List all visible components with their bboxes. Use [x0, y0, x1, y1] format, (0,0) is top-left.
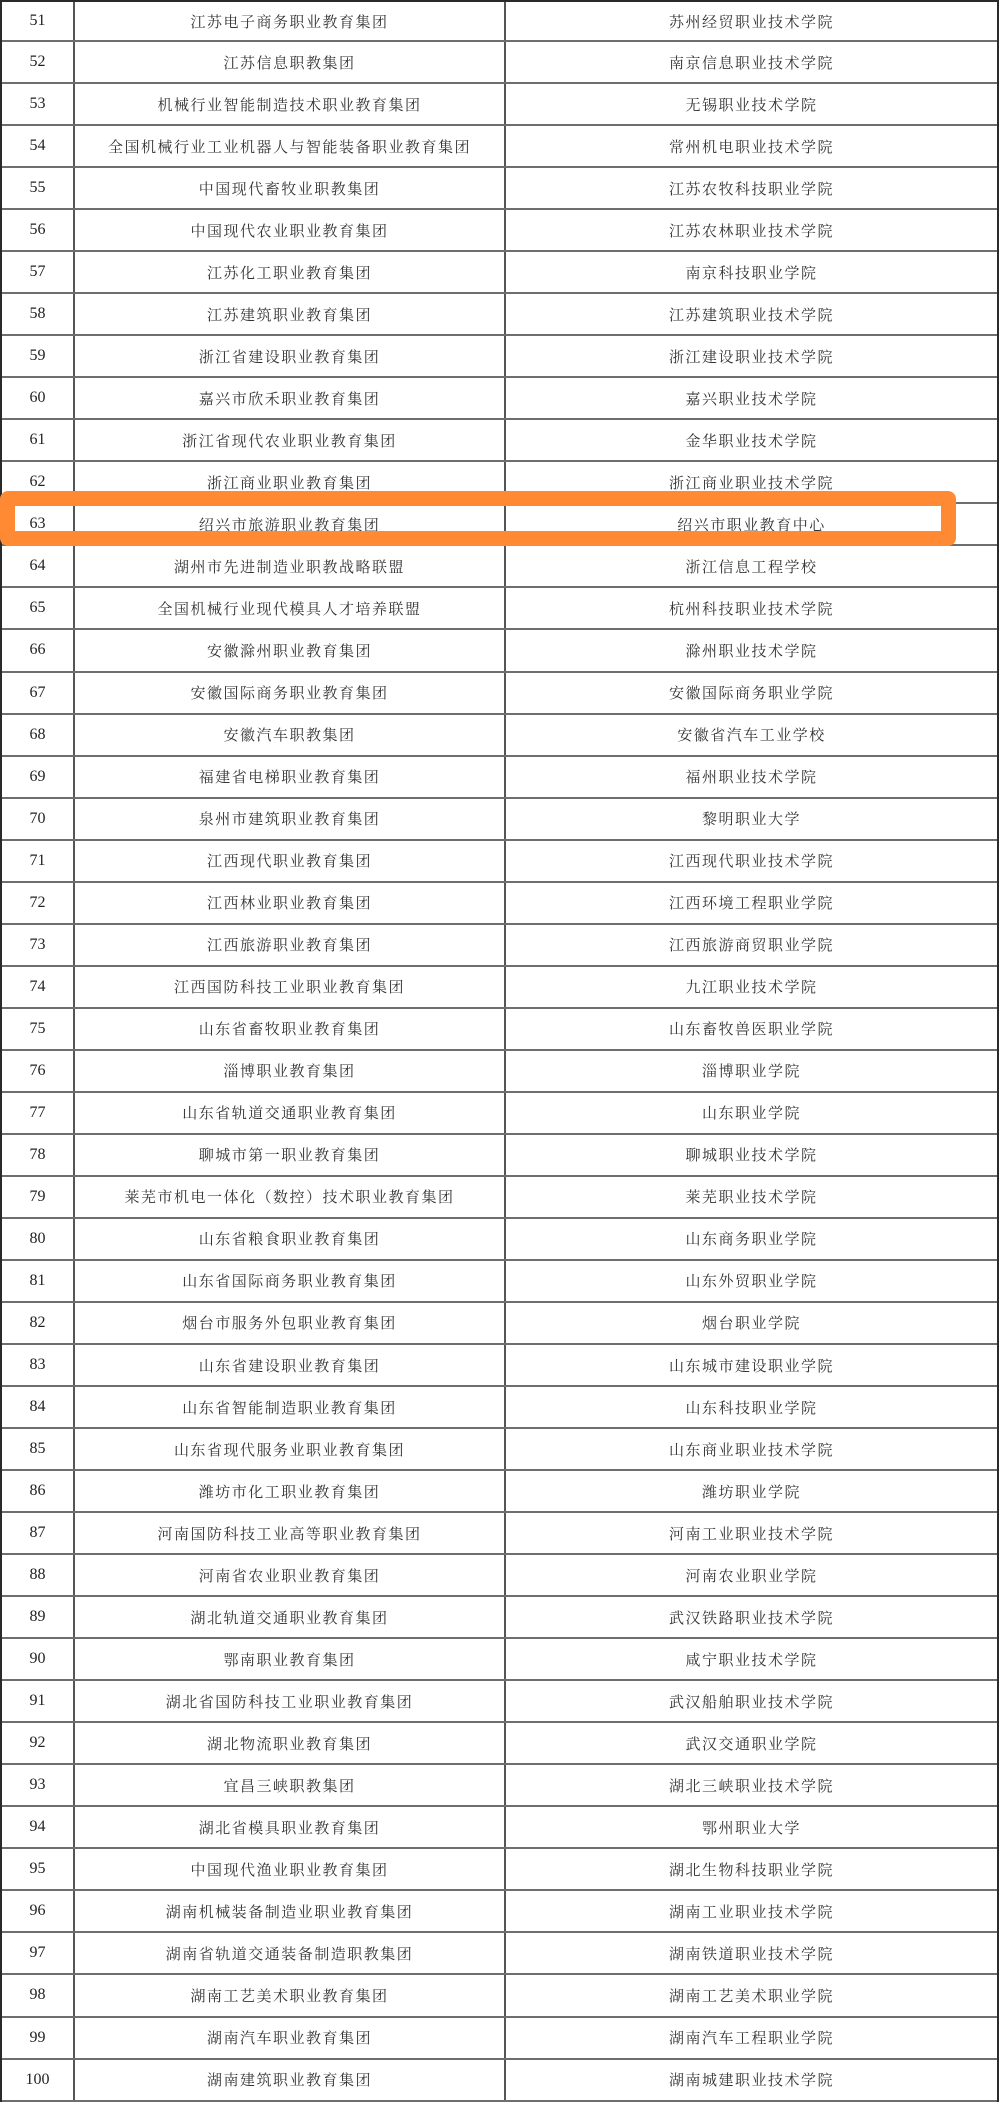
group-name-cell: 安徽国际商务职业教育集团 — [75, 673, 506, 713]
table-row — [2, 84, 997, 126]
row-number-cell: 55 — [2, 168, 75, 208]
lead-institution-cell: 湖北生物科技职业学院 — [668, 1860, 834, 1879]
row-number-cell: 92 — [2, 1723, 75, 1763]
lead-institution-cell: 山东城市建设职业学院 — [668, 1356, 834, 1375]
row-number-cell: 84 — [2, 1387, 75, 1427]
table-row — [2, 1639, 997, 1681]
lead-institution-cell: 南京信息职业技术学院 — [668, 53, 834, 72]
group-name-cell: 湖北省模具职业教育集团 — [75, 1807, 506, 1847]
table-row — [2, 1471, 997, 1513]
row-number-cell: 53 — [2, 84, 75, 124]
lead-institution-cell: 湖南铁道职业技术学院 — [668, 1944, 834, 1963]
row-number-cell: 100 — [2, 2060, 75, 2100]
lead-institution-cell: 河南农业职业学院 — [685, 1566, 818, 1585]
table-row — [2, 1681, 997, 1723]
table-row — [2, 126, 997, 168]
table-row — [2, 1387, 997, 1429]
lead-institution-cell: 苏州经贸职业技术学院 — [668, 12, 834, 31]
table-row — [2, 1345, 997, 1387]
row-number-cell: 93 — [2, 1765, 75, 1805]
row-number-cell: 54 — [2, 126, 75, 166]
lead-institution-cell: 山东职业学院 — [701, 1104, 801, 1123]
group-name-cell: 潍坊市化工职业教育集团 — [75, 1471, 506, 1511]
row-number-cell: 63 — [2, 504, 75, 544]
row-number-cell: 71 — [2, 841, 75, 881]
group-name-cell: 湖南工艺美术职业教育集团 — [75, 1975, 506, 2015]
table-row — [2, 630, 997, 672]
lead-institution-cell: 湖南工艺美术职业学院 — [668, 1986, 834, 2005]
table-row — [2, 841, 997, 883]
row-number-cell: 62 — [2, 462, 75, 502]
lead-institution-cell: 福州职业技术学院 — [685, 768, 818, 787]
lead-institution-cell: 无锡职业技术学院 — [685, 95, 818, 114]
table-row-highlighted — [2, 504, 997, 546]
lead-institution-cell: 潍坊职业学院 — [701, 1482, 801, 1501]
group-name-cell: 嘉兴市欣禾职业教育集团 — [75, 378, 506, 418]
group-name-cell: 安徽汽车职教集团 — [75, 715, 506, 755]
table-row — [2, 757, 997, 799]
lead-institution-cell: 湖北三峡职业技术学院 — [668, 1776, 834, 1795]
lead-institution-cell: 江西环境工程职业学院 — [668, 894, 834, 913]
row-number-cell: 90 — [2, 1639, 75, 1679]
table-row — [2, 42, 997, 84]
table-row — [2, 462, 997, 504]
row-number-cell: 69 — [2, 757, 75, 797]
group-name-cell: 山东省畜牧职业教育集团 — [75, 1009, 506, 1049]
row-number-cell: 73 — [2, 925, 75, 965]
lead-institution-cell: 浙江信息工程学校 — [685, 557, 818, 576]
lead-institution-cell: 金华职业技术学院 — [685, 431, 818, 450]
group-name-cell: 中国现代畜牧业职教集团 — [75, 168, 506, 208]
lead-institution-cell: 山东科技职业学院 — [685, 1398, 818, 1417]
row-number-cell: 79 — [2, 1177, 75, 1217]
lead-institution-cell: 嘉兴职业技术学院 — [685, 389, 818, 408]
group-name-cell: 湖南省轨道交通装备制造职教集团 — [75, 1933, 506, 1973]
row-number-cell: 74 — [2, 967, 75, 1007]
row-number-cell: 96 — [2, 1891, 75, 1931]
group-name-cell: 江西林业职业教育集团 — [75, 883, 506, 923]
row-number-cell: 95 — [2, 1849, 75, 1889]
group-name-cell: 全国机械行业现代模具人才培养联盟 — [75, 588, 506, 628]
lead-institution-cell: 莱芜职业技术学院 — [685, 1188, 818, 1207]
row-number-cell: 89 — [2, 1597, 75, 1637]
row-number-cell: 72 — [2, 883, 75, 923]
table-row — [2, 1009, 997, 1051]
table-row — [2, 1555, 997, 1597]
table-row — [2, 1597, 997, 1639]
lead-institution-cell: 浙江商业职业技术学院 — [668, 473, 834, 492]
group-name-cell: 山东省现代服务业职业教育集团 — [75, 1429, 506, 1469]
lead-institution-cell: 武汉船舶职业技术学院 — [668, 1692, 834, 1711]
row-number-cell: 76 — [2, 1051, 75, 1091]
group-name-cell: 烟台市服务外包职业教育集团 — [75, 1303, 506, 1343]
lead-institution-cell: 杭州科技职业技术学院 — [668, 599, 834, 618]
row-number-cell: 88 — [2, 1555, 75, 1595]
row-number-cell: 68 — [2, 715, 75, 755]
table-row — [2, 673, 997, 715]
group-name-cell: 江苏建筑职业教育集团 — [75, 294, 506, 334]
row-number-cell: 67 — [2, 673, 75, 713]
table-row — [2, 1765, 997, 1807]
group-name-cell: 山东省国际商务职业教育集团 — [75, 1261, 506, 1301]
table-row — [2, 883, 997, 925]
table-row — [2, 1807, 997, 1849]
row-number-cell: 61 — [2, 420, 75, 460]
group-name-cell: 湖州市先进制造业职教战略联盟 — [75, 546, 506, 586]
row-number-cell: 66 — [2, 630, 75, 670]
lead-institution-cell: 山东商务职业学院 — [685, 1230, 818, 1249]
lead-institution-cell: 湖南工业职业技术学院 — [668, 1902, 834, 1921]
row-number-cell: 75 — [2, 1009, 75, 1049]
group-name-cell: 山东省智能制造职业教育集团 — [75, 1387, 506, 1427]
lead-institution-cell: 山东畜牧兽医职业学院 — [668, 1020, 834, 1039]
group-name-cell: 宜昌三峡职教集团 — [75, 1765, 506, 1805]
lead-institution-cell: 江西旅游商贸职业学院 — [668, 936, 834, 955]
row-number-cell: 94 — [2, 1807, 75, 1847]
table-row — [2, 1093, 997, 1135]
group-name-cell: 泉州市建筑职业教育集团 — [75, 799, 506, 839]
table-row — [2, 420, 997, 462]
group-name-cell: 山东省轨道交通职业教育集团 — [75, 1093, 506, 1133]
table-row — [2, 1051, 997, 1093]
lead-institution-cell: 烟台职业学院 — [701, 1314, 801, 1333]
row-number-cell: 64 — [2, 546, 75, 586]
table-row — [2, 1723, 997, 1765]
group-name-cell: 河南省农业职业教育集团 — [75, 1555, 506, 1595]
group-name-cell: 山东省粮食职业教育集团 — [75, 1219, 506, 1259]
group-name-cell: 江苏信息职教集团 — [75, 42, 506, 82]
table-row — [2, 0, 997, 42]
lead-institution-cell: 滁州职业技术学院 — [685, 641, 818, 660]
row-number-cell: 78 — [2, 1135, 75, 1175]
group-name-cell: 中国现代渔业职业教育集团 — [75, 1849, 506, 1889]
table-row — [2, 715, 997, 757]
group-name-cell: 湖北轨道交通职业教育集团 — [75, 1597, 506, 1637]
lead-institution-cell: 安徽省汽车工业学校 — [677, 726, 826, 745]
table-row — [2, 1429, 997, 1471]
lead-institution-cell: 武汉交通职业学院 — [685, 1734, 818, 1753]
row-number-cell: 97 — [2, 1933, 75, 1973]
lead-institution-cell: 湖南城建职业技术学院 — [668, 2071, 834, 2090]
table-row — [2, 168, 997, 210]
row-number-cell: 56 — [2, 210, 75, 250]
group-name-cell: 聊城市第一职业教育集团 — [75, 1135, 506, 1175]
table-row — [2, 1219, 997, 1261]
table-row — [2, 1933, 997, 1975]
row-number-cell: 77 — [2, 1093, 75, 1133]
lead-institution-cell: 河南工业职业技术学院 — [668, 1524, 834, 1543]
row-number-cell: 99 — [2, 2018, 75, 2058]
table-row — [2, 1849, 997, 1891]
row-number-cell: 86 — [2, 1471, 75, 1511]
row-number-cell: 52 — [2, 42, 75, 82]
table-row — [2, 1891, 997, 1933]
lead-institution-cell: 常州机电职业技术学院 — [668, 137, 834, 156]
lead-institution-cell: 淄博职业学院 — [701, 1062, 801, 1081]
group-name-cell: 山东省建设职业教育集团 — [75, 1345, 506, 1385]
group-name-cell: 江西国防科技工业职业教育集团 — [75, 967, 506, 1007]
table-row — [2, 2060, 997, 2102]
lead-institution-cell: 武汉铁路职业技术学院 — [668, 1608, 834, 1627]
group-name-cell: 浙江省现代农业职业教育集团 — [75, 420, 506, 460]
lead-institution-cell: 江苏农林职业技术学院 — [668, 221, 834, 240]
row-number-cell: 80 — [2, 1219, 75, 1259]
lead-institution-cell: 鄂州职业大学 — [701, 1818, 801, 1837]
group-name-cell: 中国现代农业职业教育集团 — [75, 210, 506, 250]
lead-institution-cell: 绍兴市职业教育中心 — [677, 515, 826, 534]
group-name-cell: 福建省电梯职业教育集团 — [75, 757, 506, 797]
table-row — [2, 967, 997, 1009]
row-number-cell: 91 — [2, 1681, 75, 1721]
lead-institution-cell: 聊城职业技术学院 — [685, 1146, 818, 1165]
row-number-cell: 65 — [2, 588, 75, 628]
lead-institution-cell: 江苏农牧科技职业学院 — [668, 179, 834, 198]
table-row — [2, 294, 997, 336]
table-row — [2, 546, 997, 588]
group-name-cell: 莱芜市机电一体化（数控）技术职业教育集团 — [75, 1177, 506, 1217]
row-number-cell: 87 — [2, 1513, 75, 1553]
group-name-cell: 湖南建筑职业教育集团 — [75, 2060, 506, 2100]
group-name-cell: 淄博职业教育集团 — [75, 1051, 506, 1091]
lead-institution-cell: 湖南汽车工程职业学院 — [668, 2029, 834, 2048]
table-row — [2, 1261, 997, 1303]
row-number-cell: 51 — [2, 2, 75, 40]
table-row — [2, 378, 997, 420]
group-name-cell: 湖南机械装备制造业职业教育集团 — [75, 1891, 506, 1931]
row-number-cell: 57 — [2, 252, 75, 292]
table-row — [2, 1513, 997, 1555]
row-number-cell: 83 — [2, 1345, 75, 1385]
table-row — [2, 1177, 997, 1219]
group-name-cell: 江苏化工职业教育集团 — [75, 252, 506, 292]
group-name-cell: 湖北物流职业教育集团 — [75, 1723, 506, 1763]
table-row — [2, 1975, 997, 2017]
table-row — [2, 1303, 997, 1345]
group-name-cell: 浙江省建设职业教育集团 — [75, 336, 506, 376]
row-number-cell: 98 — [2, 1975, 75, 2015]
row-number-cell: 82 — [2, 1303, 75, 1343]
group-name-cell: 江西现代职业教育集团 — [75, 841, 506, 881]
lead-institution-cell: 九江职业技术学院 — [685, 978, 818, 997]
lead-institution-cell: 江苏建筑职业技术学院 — [668, 305, 834, 324]
table-row — [2, 210, 997, 252]
group-name-cell: 绍兴市旅游职业教育集团 — [75, 504, 506, 544]
table-row — [2, 925, 997, 967]
table-row — [2, 799, 997, 841]
lead-institution-cell: 浙江建设职业技术学院 — [668, 347, 834, 366]
table-row — [2, 2018, 997, 2060]
row-number-cell: 81 — [2, 1261, 75, 1301]
lead-institution-cell: 江西现代职业技术学院 — [668, 852, 834, 871]
lead-institution-cell: 安徽国际商务职业学院 — [668, 684, 834, 703]
group-name-cell: 全国机械行业工业机器人与智能装备职业教育集团 — [75, 126, 506, 166]
group-name-cell: 河南国防科技工业高等职业教育集团 — [75, 1513, 506, 1553]
group-name-cell: 江西旅游职业教育集团 — [75, 925, 506, 965]
lead-institution-cell: 南京科技职业学院 — [685, 263, 818, 282]
table-row — [2, 336, 997, 378]
row-number-cell: 60 — [2, 378, 75, 418]
group-name-cell: 安徽滁州职业教育集团 — [75, 630, 506, 670]
row-number-cell: 59 — [2, 336, 75, 376]
group-name-cell: 江苏电子商务职业教育集团 — [75, 2, 506, 40]
group-name-cell: 湖南汽车职业教育集团 — [75, 2018, 506, 2058]
group-name-cell: 机械行业智能制造技术职业教育集团 — [75, 84, 506, 124]
table-row — [2, 588, 997, 630]
lead-institution-cell: 山东外贸职业学院 — [685, 1272, 818, 1291]
table-row — [2, 252, 997, 294]
table-row — [2, 1135, 997, 1177]
group-name-cell: 鄂南职业教育集团 — [75, 1639, 506, 1679]
group-name-cell: 浙江商业职业教育集团 — [75, 462, 506, 502]
row-number-cell: 85 — [2, 1429, 75, 1469]
lead-institution-cell: 咸宁职业技术学院 — [685, 1650, 818, 1669]
group-name-cell: 湖北省国防科技工业职业教育集团 — [75, 1681, 506, 1721]
lead-institution-cell: 山东商业职业技术学院 — [668, 1440, 834, 1459]
row-number-cell: 70 — [2, 799, 75, 839]
lead-institution-cell: 黎明职业大学 — [701, 810, 801, 829]
row-number-cell: 58 — [2, 294, 75, 334]
